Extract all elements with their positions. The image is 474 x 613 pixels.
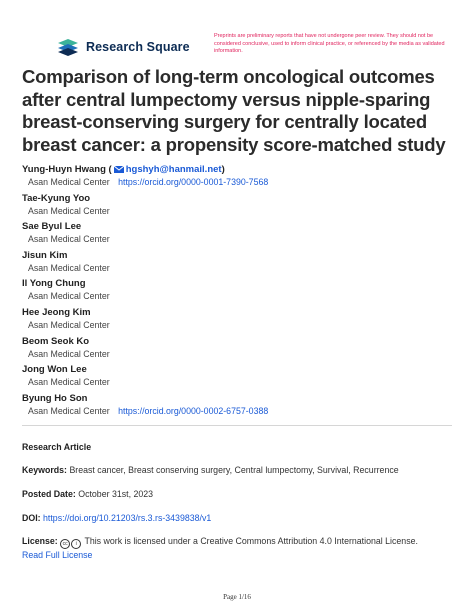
author-name: Jisun Kim <box>22 249 68 261</box>
author-name: Hee Jeong Kim <box>22 306 91 318</box>
author-item: Yung-Huyn Hwang ( hgshyh@hanmail.net) Asan Medical Center https://orcid.org/0000-0001-7390-7568 <box>22 164 269 187</box>
keywords-label: Keywords: <box>22 465 67 475</box>
page-number: Page 1/16 <box>223 593 251 601</box>
preprint-disclaimer: Preprints are preliminary reports that have not undergone peer review. They should not be considered conclusive, used to inform clinical practice, or referenced by the media as validated information. <box>214 33 445 54</box>
envelope-icon <box>114 166 124 173</box>
doi-link[interactable]: https://doi.org/10.21203/rs.3.rs-3439838/v1 <box>43 513 212 523</box>
doi <box>22 512 462 524</box>
research-square-logo-icon <box>56 38 80 56</box>
author-item <box>22 192 462 221</box>
author-name: Jong Won Lee <box>22 364 87 376</box>
orcid-link[interactable]: https://orcid.org/0000-0001-7390-7568 <box>118 177 269 187</box>
author-item <box>22 249 462 278</box>
paper-title: Comparison of long-term oncological outcomes after central lumpectomy versus nipple-sparing breast-conserving surgery for centrally located breast cancer: a propensity score-matched study <box>22 66 446 155</box>
author-email-link[interactable]: hgshyh@hanmail.net <box>125 164 222 175</box>
author-affiliation: Asan Medical Center <box>28 348 110 359</box>
license <box>22 535 462 561</box>
author-affiliation: Asan Medical Center <box>28 262 110 273</box>
orcid-link[interactable]: https://orcid.org/0000-0002-6757-0388 <box>118 405 269 416</box>
author-affiliation: Asan Medical Center <box>28 319 110 330</box>
author-affiliation: Asan Medical Center <box>28 291 110 302</box>
read-full-license-link[interactable]: Read Full License <box>22 550 93 560</box>
author-affiliation: Asan Medical Center <box>28 377 110 388</box>
author-name: Yung-Huyn Hwang <box>22 164 106 175</box>
keywords-value: Breast cancer, Breast conserving surgery, Central lumpectomy, Survival, Recurrence <box>69 465 399 475</box>
header <box>56 33 445 60</box>
author-affiliation: Asan Medical Center <box>28 205 110 216</box>
doi-label: DOI: <box>22 513 41 523</box>
author-name: Sae Byul Lee <box>22 221 82 233</box>
author-name: Tae-Kyung Yoo <box>22 192 91 204</box>
author-affiliation: Asan Medical Center <box>28 177 110 187</box>
posted-date-label: Posted Date: <box>22 489 76 499</box>
author-item <box>22 363 462 392</box>
author-name: Byung Ho Son <box>22 392 88 404</box>
author-item <box>22 306 462 335</box>
author-affiliation: Asan Medical Center <box>28 234 110 245</box>
license-label: License: <box>22 536 58 546</box>
attribution-icon: i <box>71 539 81 549</box>
author-list <box>22 163 462 420</box>
creative-commons-icon: cc <box>60 539 70 549</box>
keywords <box>22 464 462 476</box>
author-item <box>22 277 462 306</box>
brand-name: Research Square <box>86 40 190 54</box>
posted-date-value: October 31st, 2023 <box>78 489 154 499</box>
author-item <box>22 392 462 421</box>
author-name: Beom Seok Ko <box>22 335 90 347</box>
divider <box>22 425 452 426</box>
author-affiliation: Asan Medical Center <box>28 405 110 416</box>
author-name: Il Yong Chung <box>22 278 86 290</box>
posted-date <box>22 488 462 500</box>
author-item <box>22 220 462 249</box>
license-text: This work is licensed under a Creative Commons Attribution 4.0 International License. <box>84 536 418 546</box>
article-type: Research Article <box>22 442 92 452</box>
author-item <box>22 335 462 364</box>
research-square-logo[interactable] <box>56 38 190 56</box>
